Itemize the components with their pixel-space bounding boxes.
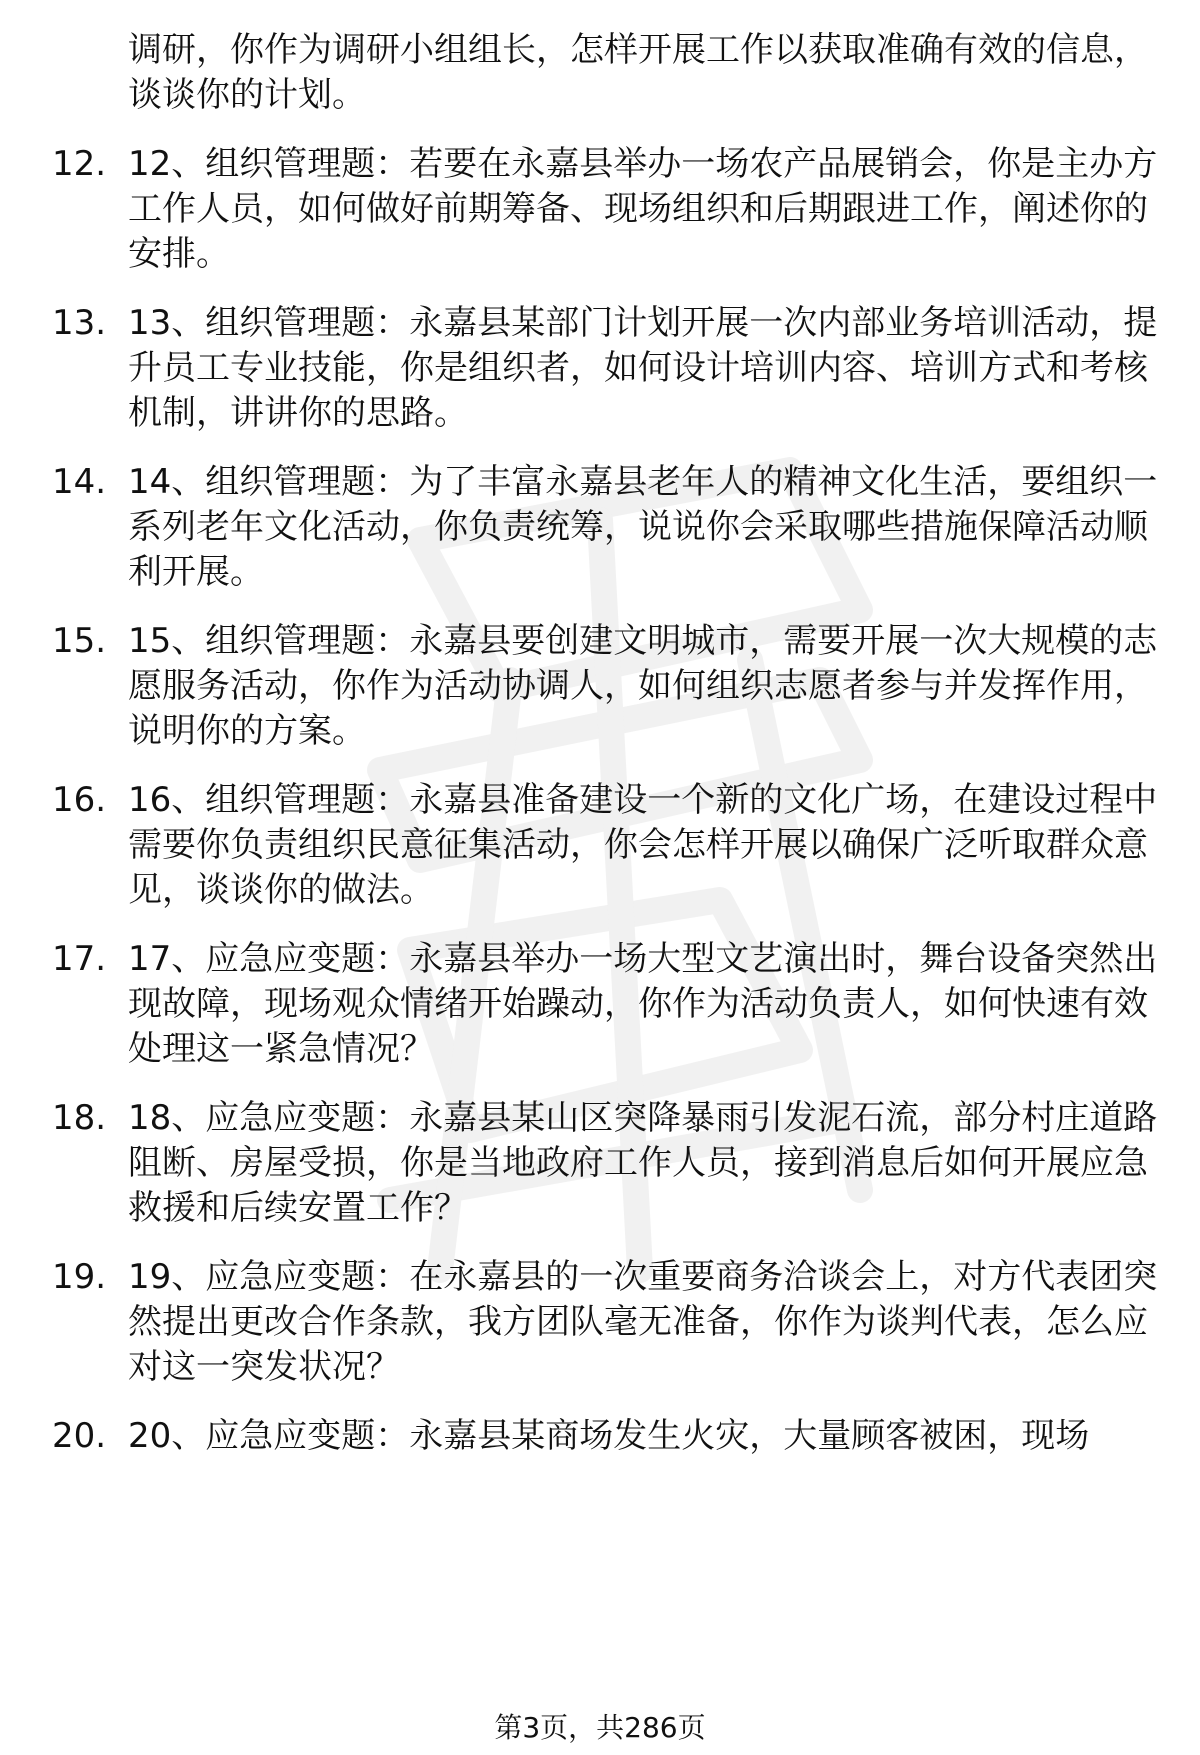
question-text: 12、组织管理题：若要在永嘉县举办一场农产品展销会，你是主办方工作人员，如何做好前期筹备、现场组织和后期跟进工作，阐述你的安排。 [128, 144, 1158, 274]
question-item-19 [52, 1255, 1162, 1390]
question-text: 20、应急应变题：永嘉县某商场发生火灾，大量顾客被困，现场 [128, 1416, 1090, 1456]
question-text: 13、组织管理题：永嘉县某部门计划开展一次内部业务培训活动，提升员工专业技能，你是组织者，如何设计培训内容、培训方式和考核机制，讲讲你的思路。 [128, 303, 1158, 433]
question-number: 18. [52, 1098, 107, 1138]
page-number-label: 第3页，共286页 [494, 1711, 706, 1744]
question-item-13 [52, 301, 1162, 436]
question-number: 15. [52, 621, 107, 661]
question-number: 14. [52, 462, 107, 502]
question-item-18 [52, 1096, 1162, 1231]
question-item-12 [52, 142, 1162, 277]
question-text: 18、应急应变题：永嘉县某山区突降暴雨引发泥石流，部分村庄道路阻断、房屋受损，你是当地政府工作人员，接到消息后如何开展应急救援和后续安置工作？ [128, 1098, 1158, 1228]
question-item-16 [52, 778, 1162, 913]
question-item-15 [52, 619, 1162, 754]
question-text: 17、应急应变题：永嘉县举办一场大型文艺演出时，舞台设备突然出现故障，现场观众情绪开始躁动，你作为活动负责人，如何快速有效处理这一紧急情况？ [128, 939, 1158, 1069]
question-item-20 [52, 1414, 1162, 1474]
question-text: 15、组织管理题：永嘉县要创建文明城市，需要开展一次大规模的志愿服务活动，你作为活动协调人，如何组织志愿者参与并发挥作用，说明你的方案。 [128, 621, 1158, 751]
page-footer [0, 1711, 1200, 1745]
question-text: 19、应急应变题：在永嘉县的一次重要商务洽谈会上，对方代表团突然提出更改合作条款，我方团队毫无准备，你作为谈判代表，怎么应对这一突发状况？ [128, 1257, 1158, 1387]
question-number: 16. [52, 780, 107, 820]
question-text: 16、组织管理题：永嘉县准备建设一个新的文化广场，在建设过程中需要你负责组织民意征集活动，你会怎样开展以确保广泛听取群众意见，谈谈你的做法。 [128, 780, 1158, 910]
continuation-text: 调研，你作为调研小组组长，怎样开展工作以获取准确有效的信息，谈谈你的计划。 [128, 30, 1148, 115]
question-item-17 [52, 937, 1162, 1072]
question-number: 13. [52, 303, 107, 343]
question-number: 19. [52, 1257, 107, 1297]
question-number: 17. [52, 939, 107, 979]
question-text: 14、组织管理题：为了丰富永嘉县老年人的精神文化生活，要组织一系列老年文化活动，你负责统筹，说说你会采取哪些措施保障活动顺利开展。 [128, 462, 1158, 592]
question-item-14 [52, 460, 1162, 595]
document-content [52, 28, 1162, 1498]
question-number: 12. [52, 144, 107, 184]
continuation-paragraph [52, 28, 1162, 118]
question-number: 20. [52, 1416, 107, 1456]
